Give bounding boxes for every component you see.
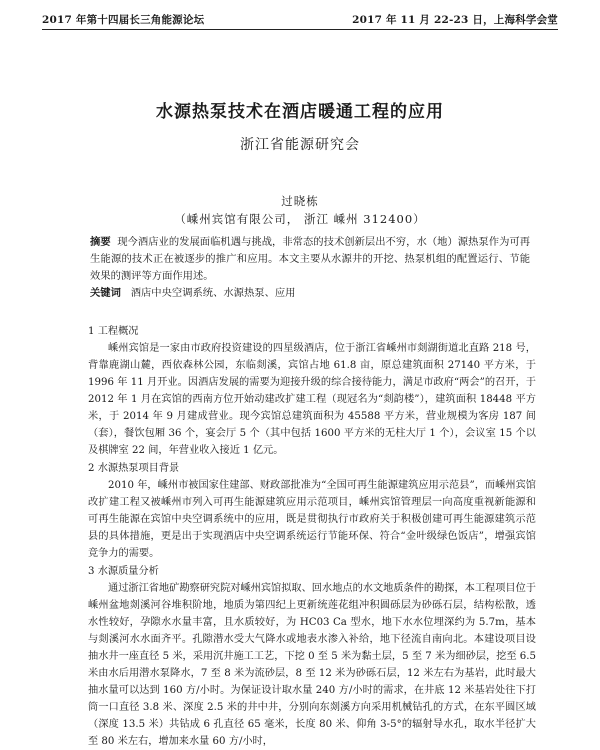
- affiliation: （嵊州宾馆有限公司， 浙江 嵊州 312400）: [174, 212, 426, 226]
- section-heading: 2 水源热泵项目背景: [88, 463, 180, 474]
- section-paragraph: 通过浙江省地矿勘察研究院对嵊州宾馆拟取、回水地点的水文地质条件的勘探，本工程项目位于嵊州盆地剡溪河谷堆积阶地，地质为第四纪上更新统莲花组冲积圆砾层为砂砾石层，结构松散，透水性较好，孕隙水水量丰富，且水质较好，为 HC03 Ca 型水，地下水水位埋深约为 5.7m，基本与剡溪河水水面齐平。孔隙潜水受大气降水或地表水渗入补给，地下径流自南向北。本建设项目设抽水井一座直径 5 米，采用沉井施工工艺，下挖 0 至 5 米为黏土层，5 至 7 米为细砂层，挖至 6.5 米由水后用潜水泵降水，7 至 8 米为流砂层，8 至 12 米为砂砾石层，12 米左右为基岩，此时最大抽水量可以达到 160 方/小时。为保证设计取水量 240 方/小时的需求，在井底 12 米基岩处往下打筒一口直径 3.8 米、深度 2.5 米的井中井，分别向东剡溪方向采用机械钻孔的方式，在东平圆区域（深度 13.5 米）共钻成 6 孔直径 65 毫米，长度 80 米、仰角 3-5°的辐射导水孔，取水半径扩大至 80 米左右，增加来水量 60 方/小时，: [88, 583, 536, 747]
- keywords: [90, 285, 530, 302]
- header-date-venue: 2017 年 11 月 22-23 日，上海科学会堂: [352, 14, 558, 26]
- abstract-text: 现今酒店业的发展面临机遇与挑战，非常态的技术创新层出不穷，水（地）源热泵作为可再生能源的技术正在被逐步的推广和应用。本文主要从水源井的开挖、热泵机组的配置运行、节能效果的测评等方面作用述。: [90, 236, 531, 282]
- header-conference: 2017 年第十四届长三角能源论坛: [42, 14, 205, 26]
- organization: 浙江省能源研究会: [240, 137, 360, 153]
- abstract: [90, 234, 530, 285]
- header-rule: [42, 29, 558, 30]
- section-paragraph: 嵊州宾馆是一家由市政府投资建设的四星级酒店，位于浙江省嵊州市剡湖街道北直路 218 号，背靠鹿湖山麓，西依森林公园，东临剡溪，宾馆占地 61.8 亩，原总建筑面积 27140 平方米，于 1996 年 11 月开业。因酒店发展的需要为迎接升级的综合接待能力，满足市政府“两会”的召开，于 2012 年 1 月在宾馆的西南方位开始动建改扩建工程（现冠名为“剡韵楼”），建筑面积 18448 平方米，于 2014 年 9 月建成营业。现今宾馆总建筑面积为 45588 平方米，营业规模为客房 187 间（套），餐饮包厢 36 个，宴会厅 5 个（其中包括 1600 平方米的无柱大厅 1 个），会议室 15 个以及棋牌室 22 间，年营业收入接近 1 亿元。: [88, 343, 536, 456]
- paper-title: 水源热泵技术在酒店暖通工程的应用: [156, 102, 444, 122]
- paper-body: [88, 322, 536, 750]
- keywords-label: 关键词: [90, 287, 121, 299]
- page-header: [42, 10, 558, 30]
- abstract-label: 摘要: [90, 236, 111, 248]
- author: 过晓栋: [281, 194, 319, 208]
- section-heading: 1 工程概况: [88, 326, 139, 337]
- keywords-text: 酒店中央空调系统、水源热泵、应用: [130, 287, 296, 299]
- section-heading: 3 水源质量分析: [88, 566, 159, 577]
- section-paragraph: 2010 年，嵊州市被国家住建部、财政部批准为“全国可再生能源建筑应用示范县”，而嵊州宾馆改扩建工程又被嵊州市列入可再生能源建筑应用示范项目，嵊州宾馆管理层一向高度重视新能源和可再生能源在宾馆中央空调系统中的应用，既是贯彻执行市政府关于积极创建可再生能源建筑示范县的具体措施，更是出于实现酒店中央空调系统运行节能环保、符合“金叶级绿色饭店”，增强宾馆竞争力的需要。: [88, 480, 536, 559]
